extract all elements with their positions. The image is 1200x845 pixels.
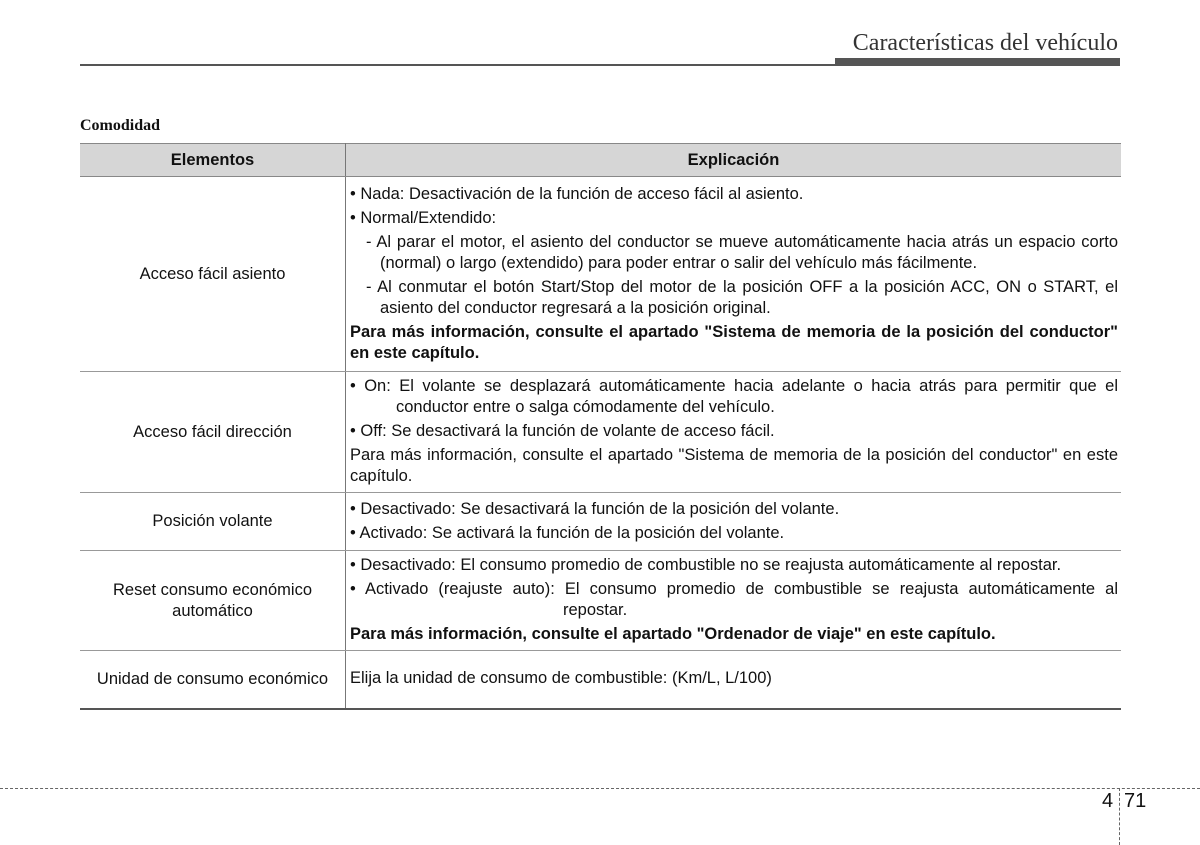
- section-title: Comodidad: [80, 117, 161, 134]
- option-line: • Activado: Se activará la función de la posición del volante.: [350, 523, 785, 542]
- explanation-cell: [346, 551, 1122, 651]
- option-line: • Off: Se desactivará la función de volante de acceso fácil.: [350, 422, 775, 440]
- column-header-elements: Elementos: [80, 144, 346, 177]
- explanation-cell: [346, 372, 1122, 493]
- table-row: [80, 372, 1121, 493]
- table-header-row: [80, 144, 1121, 177]
- option-line: • Desactivado: El consumo promedio de combustible no se reajusta automáticamente al repostar.: [350, 556, 1062, 574]
- option-line: • Desactivado: Se desactivará la función de la posición del volante.: [350, 499, 840, 518]
- table-row: [80, 551, 1121, 651]
- page-header-title: Características del vehículo: [852, 30, 1118, 56]
- reference-note: Para más información, consulte el apartado "Ordenador de viaje" en este capítulo.: [350, 625, 996, 643]
- option-line: • Nada: Desactivación de la función de acceso fácil al asiento.: [350, 184, 804, 203]
- column-header-explanation: Explicación: [346, 144, 1122, 177]
- option-line: • Activado (reajuste auto): El consumo promedio de combustible se reajusta automáticamente al repostar.: [350, 580, 1118, 619]
- explanation-cell: [346, 493, 1122, 551]
- element-cell: Acceso fácil dirección: [80, 372, 346, 493]
- element-cell: Unidad de consumo económico: [80, 651, 346, 709]
- footer-page-separator: [1119, 788, 1120, 845]
- reference-note: Para más información, consulte el apartado "Sistema de memoria de la posición del conductor" en este capítulo.: [350, 322, 1118, 362]
- option-line: • On: El volante se desplazará automáticamente hacia adelante o hacia atrás para permitir que el conductor entre o salga cómodamente del vehículo.: [350, 377, 1118, 416]
- explanation-cell: [346, 177, 1122, 372]
- table-row: [80, 177, 1121, 372]
- option-line: Elija la unidad de consumo de combustible: (Km/L, L/100): [350, 669, 772, 688]
- option-line: • Normal/Extendido:: [350, 208, 497, 227]
- explanation-cell: [346, 651, 1122, 709]
- chapter-number: 4: [1102, 790, 1114, 812]
- table-row: [80, 493, 1121, 551]
- footer-divider: [0, 788, 1200, 789]
- settings-table: [80, 143, 1121, 710]
- element-cell: Acceso fácil asiento: [80, 177, 346, 372]
- table-row: [80, 651, 1121, 709]
- element-cell: Posición volante: [80, 493, 346, 551]
- option-detail-line: - Al parar el motor, el asiento del conductor se mueve automáticamente hacia atrás un espacio corto (normal) o largo (extendido) para poder entrar o salir del vehículo más fácilmente.: [366, 232, 1118, 272]
- reference-note: Para más información, consulte el apartado "Sistema de memoria de la posición del conductor" en este capítulo.: [350, 446, 1118, 485]
- page-number: 71: [1124, 790, 1147, 812]
- element-cell: Reset consumo económico automático: [80, 551, 346, 651]
- option-detail-line: - Al conmutar el botón Start/Stop del motor de la posición OFF a la posición ACC, ON o START, el asiento del conductor regresará a la posición original.: [366, 277, 1118, 317]
- header-rule: [80, 64, 1120, 66]
